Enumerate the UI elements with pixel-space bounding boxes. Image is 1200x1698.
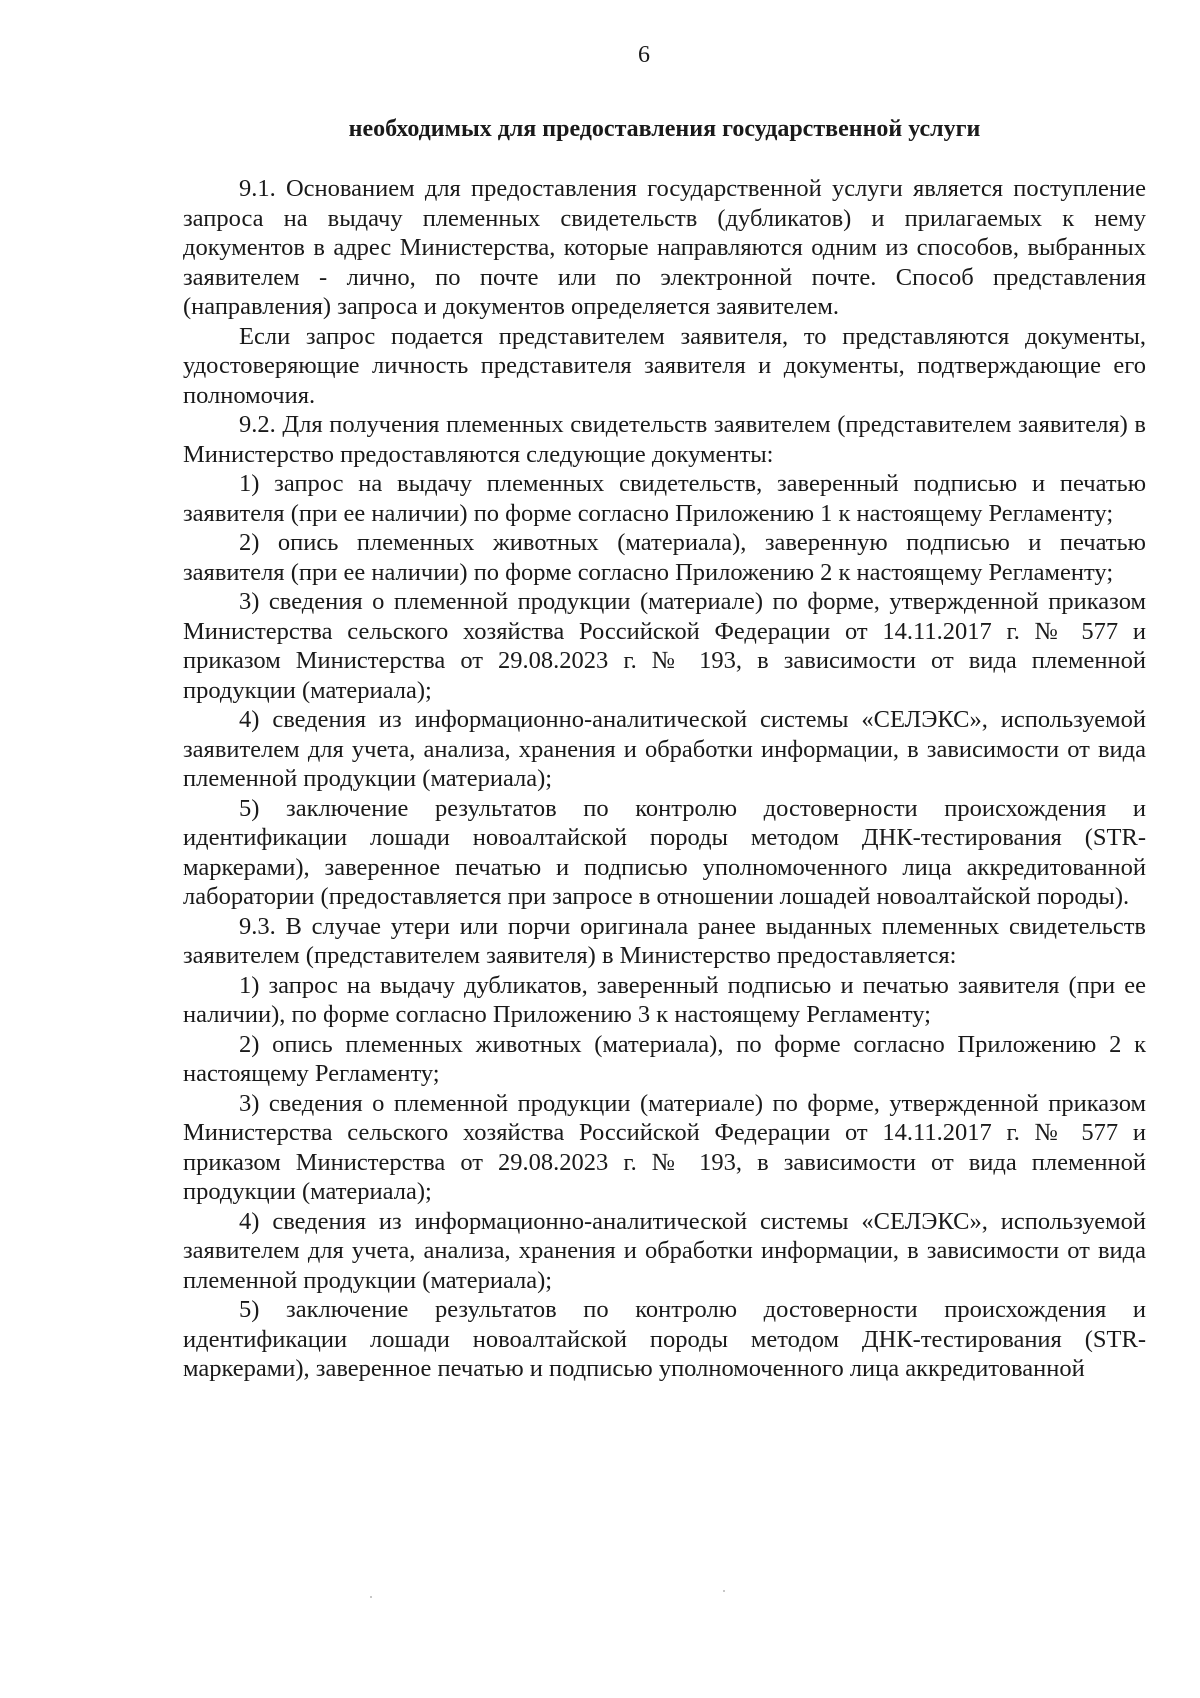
paragraph-9-3: 9.3. В случае утери или порчи оригинала ранее выданных племенных свидетельств заявителем (представителем заявителя) в Министерство предоставляется: — [183, 912, 1146, 969]
list-item-9-2-2: 2) опись племенных животных (материала), заверенную подписью и печатью заявителя (при ее наличии) по форме согласно Приложению 2 к настоящему Регламенту; — [183, 529, 1146, 586]
paragraph-9-2: 9.2. Для получения племенных свидетельств заявителем (представителем заявителя) в Министерство предоставляются следующие документы: — [183, 411, 1146, 468]
list-item-9-2-5: 5) заключение результатов по контролю достоверности происхождения и идентификации лошади новоалтайской породы методом ДНК-тестирования (STR-маркерами), заверенное печатью и подписью уполномоченного лица аккредитованной лаборатории (предоставляется при запросе в отношении лошадей новоалтайской породы). — [183, 794, 1146, 910]
list-item-9-2-3: 3) сведения о племенной продукции (материале) по форме, утвержденной приказом Министерства сельского хозяйства Российской Федерации от 14.11.2017 г. № 577 и приказом Министерства от 29.08.2023 г. № 193, в зависимости от вида племенной продукции (материала); — [183, 588, 1146, 704]
list-item-9-2-4: 4) сведения из информационно-аналитической системы «СЕЛЭКС», используемой заявителем для учета, анализа, хранения и обработки информации, в зависимости от вида племенной продукции (материала); — [183, 706, 1146, 792]
paragraph-representative: Если запрос подается представителем заявителя, то представляются документы, удостоверяющие личность представителя заявителя и документы, подтверждающие его полномочия. — [183, 322, 1146, 409]
list-item-9-3-1: 1) запрос на выдачу дубликатов, заверенный подписью и печатью заявителя (при ее наличии), по форме согласно Приложению 3 к настоящему Регламенту; — [183, 971, 1146, 1028]
list-item-9-2-1: 1) запрос на выдачу племенных свидетельств, заверенный подписью и печатью заявителя (при ее наличии) по форме согласно Приложению 1 к настоящему Регламенту; — [183, 470, 1146, 527]
body-text — [183, 174, 1146, 1384]
paragraph-9-1: 9.1. Основанием для предоставления государственной услуги является поступление запроса на выдачу племенных свидетельств (дубликатов) и прилагаемых к нему документов в адрес Министерства, которые направляются одним из способов, выбранных заявителем - лично, по почте или по электронной почте. Способ представления (направления) запроса и документов определяется заявителем. — [183, 175, 1146, 320]
list-item-9-3-2: 2) опись племенных животных (материала), по форме согласно Приложению 2 к настоящему Регламенту; — [183, 1030, 1146, 1087]
page-number: 6 — [638, 42, 650, 68]
list-item-9-3-3: 3) сведения о племенной продукции (материале) по форме, утвержденной приказом Министерства сельского хозяйства Российской Федерации от 14.11.2017 г. № 577 и приказом Министерства от 29.08.2023 г. № 193, в зависимости от вида племенной продукции (материала); — [183, 1089, 1146, 1205]
list-item-9-3-4: 4) сведения из информационно-аналитической системы «СЕЛЭКС», используемой заявителем для учета, анализа, хранения и обработки информации, в зависимости от вида племенной продукции (материала); — [183, 1207, 1146, 1294]
list-item-9-3-5: 5) заключение результатов по контролю достоверности происхождения и идентификации лошади новоалтайской породы методом ДНК-тестирования (STR-маркерами), заверенное печатью и подписью уполномоченного лица аккредитованной — [183, 1296, 1146, 1382]
scan-speck — [723, 1590, 725, 1592]
scan-speck — [370, 1596, 372, 1598]
section-heading: необходимых для предоставления государственной услуги — [348, 116, 981, 142]
